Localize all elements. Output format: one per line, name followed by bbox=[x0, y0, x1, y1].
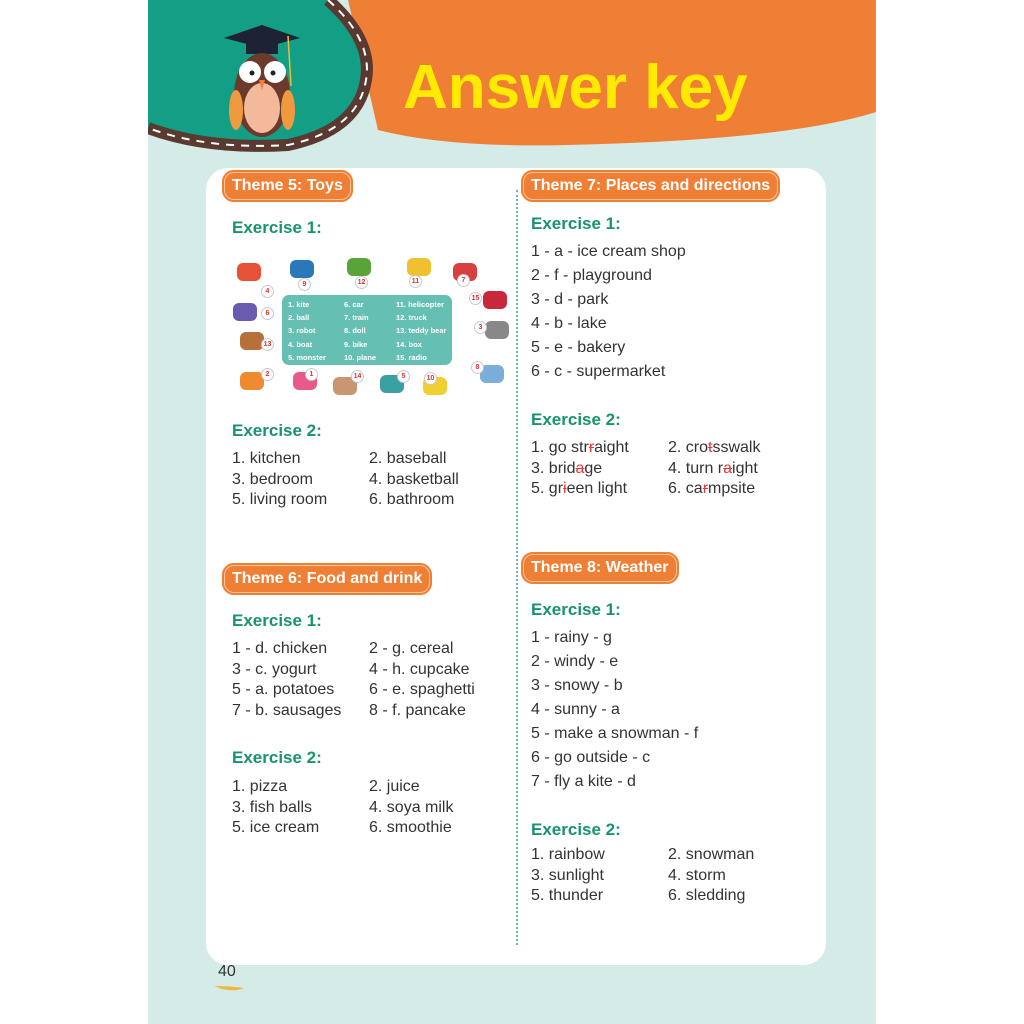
word-part: 6. ca bbox=[668, 480, 703, 497]
answer-item: 2. snowman bbox=[668, 846, 755, 863]
answer-item: 1 - d. chicken bbox=[232, 640, 328, 657]
toy-number-badge: 7 bbox=[457, 274, 470, 287]
answer-item: 6 - e. spaghetti bbox=[369, 681, 475, 699]
toy-picture-icon bbox=[407, 258, 431, 276]
word-part: 4. turn r bbox=[668, 459, 724, 477]
answer-item: 6. sledding bbox=[668, 887, 746, 904]
toys-illustration bbox=[225, 255, 511, 405]
word-part: mpsite bbox=[708, 480, 756, 497]
answer-item: 1. pizza bbox=[232, 778, 288, 795]
toy-number-badge: 2 bbox=[261, 368, 274, 381]
extra-letter: t bbox=[708, 439, 713, 456]
answer-item: 5. ice cream bbox=[232, 819, 320, 836]
answer-item: 1. kitchen bbox=[232, 450, 301, 467]
word-part: ge bbox=[584, 459, 603, 477]
toy-word: 13. teddy bear bbox=[396, 326, 447, 336]
toy-word: 2. ball bbox=[288, 313, 310, 323]
toy-number-badge: 4 bbox=[261, 285, 274, 298]
theme-6-exercise-2-heading: Exercise 2: bbox=[232, 748, 322, 767]
theme-7-label: Theme 7: Places and directions bbox=[521, 170, 780, 202]
toy-number-badge: 1 bbox=[305, 368, 318, 381]
theme-8-exercise-2-heading: Exercise 2: bbox=[531, 820, 621, 839]
theme-6-label: Theme 6: Food and drink bbox=[222, 563, 432, 595]
answer-item: 7 - fly a kite - d bbox=[531, 773, 636, 790]
toy-word: 11. helicopter bbox=[396, 300, 444, 309]
answer-item: 2. baseball bbox=[369, 450, 447, 467]
answer-item: 2. juice bbox=[369, 778, 420, 795]
theme-5-label: Theme 5: Toys bbox=[222, 170, 353, 202]
toy-number-badge: 9 bbox=[298, 278, 311, 291]
extra-letter: i bbox=[563, 480, 567, 497]
toy-word: 5. monster bbox=[288, 352, 326, 362]
answer-item: 2 - windy - e bbox=[531, 653, 619, 670]
theme-5-exercise-1-heading: Exercise 1: bbox=[232, 218, 322, 237]
answer-item: 1 - rainy - g bbox=[531, 629, 612, 646]
toy-picture-icon bbox=[240, 332, 264, 350]
answer-item: 8 - f. pancake bbox=[369, 702, 466, 720]
answer-item: 4. basketball bbox=[369, 470, 459, 488]
toy-number-badge: 3 bbox=[474, 321, 487, 334]
answer-item: 6. smoothie bbox=[369, 819, 452, 836]
answer-item: 4 - sunny - a bbox=[531, 701, 620, 718]
answer-item: 7 - b. sausages bbox=[232, 702, 342, 720]
toy-picture-icon bbox=[485, 321, 509, 339]
answer-item: 5 - a. potatoes bbox=[232, 681, 335, 699]
toy-word: 3. robot bbox=[288, 326, 316, 336]
answer-item: 4 - b - lake bbox=[531, 315, 607, 332]
extra-letter: a bbox=[723, 459, 733, 477]
spelling-correction-item bbox=[668, 439, 760, 457]
toy-number-badge: 14 bbox=[351, 370, 364, 383]
answer-item: 6 - go outside - c bbox=[531, 749, 651, 766]
toy-number-badge: 10 bbox=[424, 372, 437, 385]
word-part: ight bbox=[732, 459, 758, 477]
toy-picture-icon bbox=[237, 263, 261, 281]
toy-word: 15. radio bbox=[396, 352, 427, 362]
toy-picture-icon bbox=[233, 303, 257, 321]
toy-word: 12. truck bbox=[396, 313, 427, 323]
toy-picture-icon bbox=[347, 258, 371, 276]
toy-word: 14. box bbox=[396, 339, 422, 349]
toy-word: 8. doll bbox=[344, 326, 366, 336]
spelling-correction-item bbox=[531, 439, 629, 457]
answer-item: 3. bedroom bbox=[232, 470, 313, 488]
toy-number-badge: 6 bbox=[261, 307, 274, 320]
answer-item: 2 - g. cereal bbox=[369, 640, 454, 657]
toy-number-badge: 13 bbox=[261, 338, 274, 351]
answer-item: 5 - e - bakery bbox=[531, 339, 626, 356]
answer-key-page bbox=[148, 0, 876, 1024]
theme-7-exercise-2-heading: Exercise 2: bbox=[531, 410, 621, 429]
word-part: een light bbox=[566, 480, 628, 497]
answer-item: 5 - make a snowman - f bbox=[531, 725, 699, 742]
answer-item: 1 - a - ice cream shop bbox=[531, 243, 686, 260]
answer-item: 3 - c. yogurt bbox=[232, 660, 317, 678]
answer-item: 3 - d - park bbox=[531, 291, 609, 308]
toy-number-badge: 5 bbox=[397, 370, 410, 383]
answer-item: 3. fish balls bbox=[232, 798, 313, 816]
theme-6-exercise-1-heading: Exercise 1: bbox=[232, 611, 322, 630]
toy-picture-icon bbox=[290, 260, 314, 278]
toy-number-badge: 15 bbox=[469, 292, 482, 305]
theme-7-exercise-1-heading: Exercise 1: bbox=[531, 214, 621, 233]
toy-word: 4. boat bbox=[288, 339, 313, 349]
answer-item: 2 - f - playground bbox=[531, 267, 652, 284]
toy-word-list bbox=[282, 295, 452, 365]
column-divider bbox=[516, 190, 518, 945]
word-part: 5. gr bbox=[531, 480, 564, 497]
extra-letter: r bbox=[702, 480, 709, 497]
theme-8-exercise-1-heading: Exercise 1: bbox=[531, 600, 621, 619]
theme-5-exercise-2-heading: Exercise 2: bbox=[232, 421, 322, 440]
answer-item: 6. bathroom bbox=[369, 491, 455, 508]
word-part: 3. brid bbox=[531, 459, 576, 477]
spelling-correction-item bbox=[668, 460, 758, 478]
extra-letter: r bbox=[588, 439, 595, 456]
answer-item: 1. rainbow bbox=[531, 846, 605, 863]
toy-number-badge: 12 bbox=[355, 276, 368, 289]
toy-word: 6. car bbox=[344, 300, 364, 309]
toy-word: 1. kite bbox=[288, 300, 310, 309]
word-part: 2. cro bbox=[668, 439, 709, 456]
answer-item: 3 - snowy - b bbox=[531, 677, 623, 694]
answer-item: 5. living room bbox=[232, 491, 328, 508]
answer-item: 5. thunder bbox=[531, 887, 604, 904]
answer-item: 6 - c - supermarket bbox=[531, 363, 666, 380]
feather-icon bbox=[212, 983, 248, 993]
toy-number-badge: 8 bbox=[471, 361, 484, 374]
toy-word: 9. bike bbox=[344, 339, 368, 349]
answer-item: 4 - h. cupcake bbox=[369, 660, 470, 678]
answer-item: 4. storm bbox=[668, 866, 726, 884]
word-part: sswalk bbox=[712, 439, 761, 456]
page-number: 40 bbox=[218, 963, 236, 980]
spelling-correction-item bbox=[531, 460, 602, 478]
extra-letter: a bbox=[575, 459, 585, 477]
word-part: aight bbox=[594, 439, 629, 456]
page-title: Answer key bbox=[403, 53, 748, 122]
toy-number-badge: 11 bbox=[409, 275, 422, 288]
toy-word: 10. plane bbox=[344, 352, 377, 362]
theme-8-label: Theme 8: Weather bbox=[521, 552, 679, 584]
spelling-correction-item bbox=[668, 480, 755, 498]
spelling-correction-item bbox=[531, 480, 627, 498]
answer-item: 3. sunlight bbox=[531, 866, 604, 884]
answer-item: 4. soya milk bbox=[369, 798, 454, 816]
toy-picture-icon bbox=[483, 291, 507, 309]
word-part: 1. go str bbox=[531, 439, 589, 456]
toy-word: 7. train bbox=[344, 313, 369, 323]
